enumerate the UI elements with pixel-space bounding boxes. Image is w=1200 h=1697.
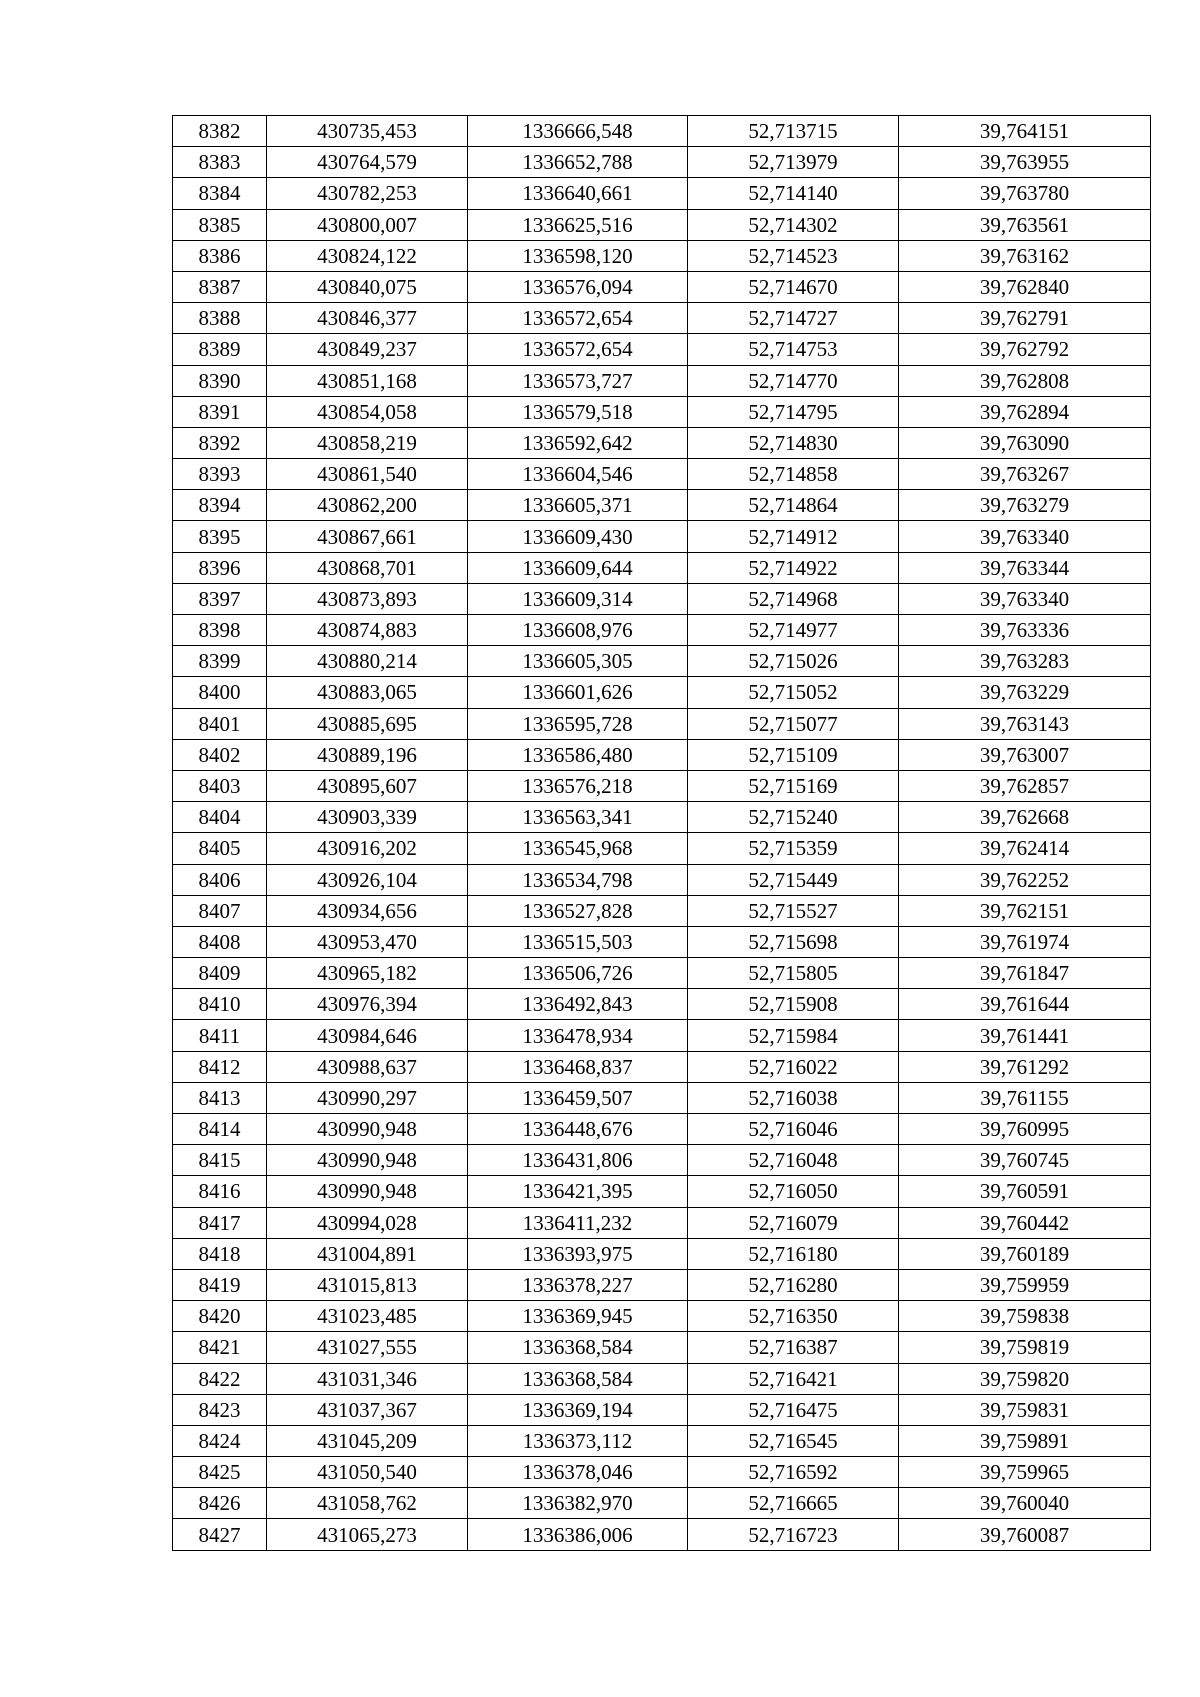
table-row [173,926,1151,957]
y-coordinate-cell: 1336431,806 [468,1145,688,1176]
latitude-cell: 52,714140 [688,178,899,209]
latitude-cell: 52,714858 [688,459,899,490]
point-number-cell: 8424 [173,1425,267,1456]
table-row [173,552,1151,583]
table-row [173,989,1151,1020]
table-row [173,1457,1151,1488]
point-number-cell: 8383 [173,147,267,178]
latitude-cell: 52,714977 [688,615,899,646]
y-coordinate-cell: 1336459,507 [468,1082,688,1113]
table-row [173,365,1151,396]
longitude-cell: 39,762668 [899,802,1151,833]
point-number-cell: 8384 [173,178,267,209]
longitude-cell: 39,760591 [899,1176,1151,1207]
point-number-cell: 8398 [173,615,267,646]
coordinates-table [172,115,1151,1551]
table-row [173,427,1151,458]
point-number-cell: 8390 [173,365,267,396]
x-coordinate-cell: 430926,104 [267,864,468,895]
longitude-cell: 39,760087 [899,1519,1151,1550]
table-row [173,1301,1151,1332]
longitude-cell: 39,761155 [899,1082,1151,1113]
table-row [173,895,1151,926]
y-coordinate-cell: 1336625,516 [468,209,688,240]
y-coordinate-cell: 1336605,371 [468,490,688,521]
point-number-cell: 8396 [173,552,267,583]
latitude-cell: 52,716545 [688,1425,899,1456]
point-number-cell: 8404 [173,802,267,833]
latitude-cell: 52,714968 [688,583,899,614]
latitude-cell: 52,713979 [688,147,899,178]
y-coordinate-cell: 1336609,314 [468,583,688,614]
longitude-cell: 39,762792 [899,334,1151,365]
latitude-cell: 52,716723 [688,1519,899,1550]
latitude-cell: 52,714727 [688,303,899,334]
y-coordinate-cell: 1336563,341 [468,802,688,833]
x-coordinate-cell: 430849,237 [267,334,468,365]
table-row [173,271,1151,302]
x-coordinate-cell: 431045,209 [267,1425,468,1456]
latitude-cell: 52,714922 [688,552,899,583]
longitude-cell: 39,763283 [899,646,1151,677]
x-coordinate-cell: 430889,196 [267,739,468,770]
x-coordinate-cell: 430990,948 [267,1176,468,1207]
x-coordinate-cell: 431050,540 [267,1457,468,1488]
latitude-cell: 52,715527 [688,895,899,926]
point-number-cell: 8394 [173,490,267,521]
x-coordinate-cell: 430880,214 [267,646,468,677]
point-number-cell: 8413 [173,1082,267,1113]
y-coordinate-cell: 1336604,546 [468,459,688,490]
latitude-cell: 52,716665 [688,1488,899,1519]
longitude-cell: 39,763340 [899,521,1151,552]
longitude-cell: 39,762894 [899,396,1151,427]
latitude-cell: 52,715449 [688,864,899,895]
x-coordinate-cell: 430868,701 [267,552,468,583]
latitude-cell: 52,716038 [688,1082,899,1113]
longitude-cell: 39,762840 [899,271,1151,302]
x-coordinate-cell: 430854,058 [267,396,468,427]
y-coordinate-cell: 1336369,194 [468,1394,688,1425]
table-row [173,1176,1151,1207]
point-number-cell: 8418 [173,1238,267,1269]
y-coordinate-cell: 1336598,120 [468,240,688,271]
latitude-cell: 52,715984 [688,1020,899,1051]
point-number-cell: 8409 [173,958,267,989]
table-row [173,1363,1151,1394]
x-coordinate-cell: 431027,555 [267,1332,468,1363]
y-coordinate-cell: 1336492,843 [468,989,688,1020]
longitude-cell: 39,762252 [899,864,1151,895]
longitude-cell: 39,762151 [899,895,1151,926]
latitude-cell: 52,716387 [688,1332,899,1363]
x-coordinate-cell: 430858,219 [267,427,468,458]
point-number-cell: 8399 [173,646,267,677]
latitude-cell: 52,714670 [688,271,899,302]
x-coordinate-cell: 430994,028 [267,1207,468,1238]
table-row [173,1238,1151,1269]
y-coordinate-cell: 1336515,503 [468,926,688,957]
latitude-cell: 52,716280 [688,1269,899,1300]
table-row [173,396,1151,427]
point-number-cell: 8417 [173,1207,267,1238]
point-number-cell: 8386 [173,240,267,271]
table-row [173,770,1151,801]
y-coordinate-cell: 1336652,788 [468,147,688,178]
latitude-cell: 52,713715 [688,116,899,147]
longitude-cell: 39,763279 [899,490,1151,521]
x-coordinate-cell: 431065,273 [267,1519,468,1550]
x-coordinate-cell: 430895,607 [267,770,468,801]
y-coordinate-cell: 1336592,642 [468,427,688,458]
latitude-cell: 52,715240 [688,802,899,833]
point-number-cell: 8401 [173,708,267,739]
table-row [173,677,1151,708]
table-row [173,116,1151,147]
longitude-cell: 39,759838 [899,1301,1151,1332]
point-number-cell: 8393 [173,459,267,490]
table-row [173,1269,1151,1300]
y-coordinate-cell: 1336378,227 [468,1269,688,1300]
longitude-cell: 39,763007 [899,739,1151,770]
table-row [173,583,1151,614]
point-number-cell: 8405 [173,833,267,864]
longitude-cell: 39,763267 [899,459,1151,490]
latitude-cell: 52,716050 [688,1176,899,1207]
point-number-cell: 8407 [173,895,267,926]
latitude-cell: 52,716592 [688,1457,899,1488]
longitude-cell: 39,761292 [899,1051,1151,1082]
longitude-cell: 39,759959 [899,1269,1151,1300]
point-number-cell: 8389 [173,334,267,365]
point-number-cell: 8427 [173,1519,267,1550]
point-number-cell: 8419 [173,1269,267,1300]
coordinates-table-body [173,116,1151,1551]
table-row [173,802,1151,833]
longitude-cell: 39,760442 [899,1207,1151,1238]
longitude-cell: 39,761441 [899,1020,1151,1051]
x-coordinate-cell: 430990,297 [267,1082,468,1113]
y-coordinate-cell: 1336545,968 [468,833,688,864]
longitude-cell: 39,759820 [899,1363,1151,1394]
point-number-cell: 8414 [173,1114,267,1145]
table-row [173,1488,1151,1519]
point-number-cell: 8385 [173,209,267,240]
table-row [173,147,1151,178]
longitude-cell: 39,763336 [899,615,1151,646]
table-row [173,615,1151,646]
x-coordinate-cell: 430874,883 [267,615,468,646]
longitude-cell: 39,759965 [899,1457,1151,1488]
x-coordinate-cell: 431004,891 [267,1238,468,1269]
longitude-cell: 39,763340 [899,583,1151,614]
table-row [173,1207,1151,1238]
latitude-cell: 52,714753 [688,334,899,365]
y-coordinate-cell: 1336382,970 [468,1488,688,1519]
point-number-cell: 8412 [173,1051,267,1082]
y-coordinate-cell: 1336393,975 [468,1238,688,1269]
y-coordinate-cell: 1336573,727 [468,365,688,396]
x-coordinate-cell: 430867,661 [267,521,468,552]
x-coordinate-cell: 430916,202 [267,833,468,864]
x-coordinate-cell: 430846,377 [267,303,468,334]
table-row [173,178,1151,209]
table-row [173,833,1151,864]
longitude-cell: 39,764151 [899,116,1151,147]
latitude-cell: 52,716046 [688,1114,899,1145]
point-number-cell: 8402 [173,739,267,770]
longitude-cell: 39,763090 [899,427,1151,458]
x-coordinate-cell: 431023,485 [267,1301,468,1332]
x-coordinate-cell: 430988,637 [267,1051,468,1082]
point-number-cell: 8382 [173,116,267,147]
latitude-cell: 52,715169 [688,770,899,801]
point-number-cell: 8420 [173,1301,267,1332]
table-row [173,1425,1151,1456]
point-number-cell: 8400 [173,677,267,708]
point-number-cell: 8397 [173,583,267,614]
y-coordinate-cell: 1336478,934 [468,1020,688,1051]
y-coordinate-cell: 1336534,798 [468,864,688,895]
latitude-cell: 52,716475 [688,1394,899,1425]
x-coordinate-cell: 431015,813 [267,1269,468,1300]
y-coordinate-cell: 1336369,945 [468,1301,688,1332]
y-coordinate-cell: 1336609,644 [468,552,688,583]
table-row [173,1114,1151,1145]
x-coordinate-cell: 430990,948 [267,1114,468,1145]
table-row [173,646,1151,677]
longitude-cell: 39,763955 [899,147,1151,178]
y-coordinate-cell: 1336608,976 [468,615,688,646]
y-coordinate-cell: 1336576,218 [468,770,688,801]
longitude-cell: 39,760745 [899,1145,1151,1176]
table-row [173,303,1151,334]
latitude-cell: 52,715077 [688,708,899,739]
y-coordinate-cell: 1336572,654 [468,303,688,334]
y-coordinate-cell: 1336386,006 [468,1519,688,1550]
x-coordinate-cell: 430885,695 [267,708,468,739]
table-row [173,739,1151,770]
latitude-cell: 52,714795 [688,396,899,427]
x-coordinate-cell: 430782,253 [267,178,468,209]
y-coordinate-cell: 1336586,480 [468,739,688,770]
x-coordinate-cell: 430953,470 [267,926,468,957]
point-number-cell: 8395 [173,521,267,552]
table-row [173,1145,1151,1176]
latitude-cell: 52,715052 [688,677,899,708]
y-coordinate-cell: 1336368,584 [468,1332,688,1363]
latitude-cell: 52,714302 [688,209,899,240]
longitude-cell: 39,763143 [899,708,1151,739]
latitude-cell: 52,716079 [688,1207,899,1238]
longitude-cell: 39,763162 [899,240,1151,271]
latitude-cell: 52,715359 [688,833,899,864]
point-number-cell: 8388 [173,303,267,334]
x-coordinate-cell: 430824,122 [267,240,468,271]
point-number-cell: 8426 [173,1488,267,1519]
y-coordinate-cell: 1336527,828 [468,895,688,926]
x-coordinate-cell: 430851,168 [267,365,468,396]
latitude-cell: 52,716048 [688,1145,899,1176]
table-row [173,958,1151,989]
y-coordinate-cell: 1336448,676 [468,1114,688,1145]
y-coordinate-cell: 1336576,094 [468,271,688,302]
table-row [173,1332,1151,1363]
table-row [173,459,1151,490]
table-row [173,1020,1151,1051]
y-coordinate-cell: 1336640,661 [468,178,688,209]
x-coordinate-cell: 430903,339 [267,802,468,833]
point-number-cell: 8425 [173,1457,267,1488]
table-row [173,708,1151,739]
point-number-cell: 8415 [173,1145,267,1176]
point-number-cell: 8406 [173,864,267,895]
point-number-cell: 8421 [173,1332,267,1363]
longitude-cell: 39,761974 [899,926,1151,957]
x-coordinate-cell: 430861,540 [267,459,468,490]
y-coordinate-cell: 1336411,232 [468,1207,688,1238]
y-coordinate-cell: 1336609,430 [468,521,688,552]
latitude-cell: 52,716180 [688,1238,899,1269]
table-row [173,1394,1151,1425]
x-coordinate-cell: 431058,762 [267,1488,468,1519]
y-coordinate-cell: 1336506,726 [468,958,688,989]
latitude-cell: 52,715908 [688,989,899,1020]
longitude-cell: 39,760040 [899,1488,1151,1519]
point-number-cell: 8422 [173,1363,267,1394]
longitude-cell: 39,763229 [899,677,1151,708]
longitude-cell: 39,762414 [899,833,1151,864]
longitude-cell: 39,762808 [899,365,1151,396]
point-number-cell: 8411 [173,1020,267,1051]
table-row [173,1519,1151,1550]
x-coordinate-cell: 430990,948 [267,1145,468,1176]
y-coordinate-cell: 1336468,837 [468,1051,688,1082]
latitude-cell: 52,714523 [688,240,899,271]
point-number-cell: 8423 [173,1394,267,1425]
longitude-cell: 39,763561 [899,209,1151,240]
latitude-cell: 52,714864 [688,490,899,521]
x-coordinate-cell: 431031,346 [267,1363,468,1394]
x-coordinate-cell: 430976,394 [267,989,468,1020]
table-row [173,334,1151,365]
latitude-cell: 52,716421 [688,1363,899,1394]
x-coordinate-cell: 430840,075 [267,271,468,302]
x-coordinate-cell: 430735,453 [267,116,468,147]
point-number-cell: 8387 [173,271,267,302]
y-coordinate-cell: 1336572,654 [468,334,688,365]
y-coordinate-cell: 1336368,584 [468,1363,688,1394]
longitude-cell: 39,761644 [899,989,1151,1020]
latitude-cell: 52,716350 [688,1301,899,1332]
table-row [173,240,1151,271]
latitude-cell: 52,714830 [688,427,899,458]
y-coordinate-cell: 1336595,728 [468,708,688,739]
y-coordinate-cell: 1336421,395 [468,1176,688,1207]
y-coordinate-cell: 1336605,305 [468,646,688,677]
latitude-cell: 52,715026 [688,646,899,677]
point-number-cell: 8391 [173,396,267,427]
x-coordinate-cell: 430764,579 [267,147,468,178]
latitude-cell: 52,715805 [688,958,899,989]
latitude-cell: 52,715109 [688,739,899,770]
point-number-cell: 8392 [173,427,267,458]
y-coordinate-cell: 1336378,046 [468,1457,688,1488]
table-row [173,209,1151,240]
x-coordinate-cell: 431037,367 [267,1394,468,1425]
x-coordinate-cell: 430965,182 [267,958,468,989]
longitude-cell: 39,762857 [899,770,1151,801]
point-number-cell: 8408 [173,926,267,957]
latitude-cell: 52,714770 [688,365,899,396]
y-coordinate-cell: 1336666,548 [468,116,688,147]
x-coordinate-cell: 430984,646 [267,1020,468,1051]
latitude-cell: 52,715698 [688,926,899,957]
table-row [173,864,1151,895]
longitude-cell: 39,763344 [899,552,1151,583]
longitude-cell: 39,759831 [899,1394,1151,1425]
latitude-cell: 52,714912 [688,521,899,552]
x-coordinate-cell: 430862,200 [267,490,468,521]
table-row [173,490,1151,521]
longitude-cell: 39,759891 [899,1425,1151,1456]
latitude-cell: 52,716022 [688,1051,899,1082]
y-coordinate-cell: 1336373,112 [468,1425,688,1456]
point-number-cell: 8410 [173,989,267,1020]
longitude-cell: 39,763780 [899,178,1151,209]
x-coordinate-cell: 430883,065 [267,677,468,708]
table-row [173,1051,1151,1082]
point-number-cell: 8416 [173,1176,267,1207]
longitude-cell: 39,759819 [899,1332,1151,1363]
x-coordinate-cell: 430873,893 [267,583,468,614]
longitude-cell: 39,760189 [899,1238,1151,1269]
table-row [173,521,1151,552]
longitude-cell: 39,761847 [899,958,1151,989]
longitude-cell: 39,762791 [899,303,1151,334]
y-coordinate-cell: 1336579,518 [468,396,688,427]
table-row [173,1082,1151,1113]
y-coordinate-cell: 1336601,626 [468,677,688,708]
x-coordinate-cell: 430934,656 [267,895,468,926]
longitude-cell: 39,760995 [899,1114,1151,1145]
point-number-cell: 8403 [173,770,267,801]
x-coordinate-cell: 430800,007 [267,209,468,240]
